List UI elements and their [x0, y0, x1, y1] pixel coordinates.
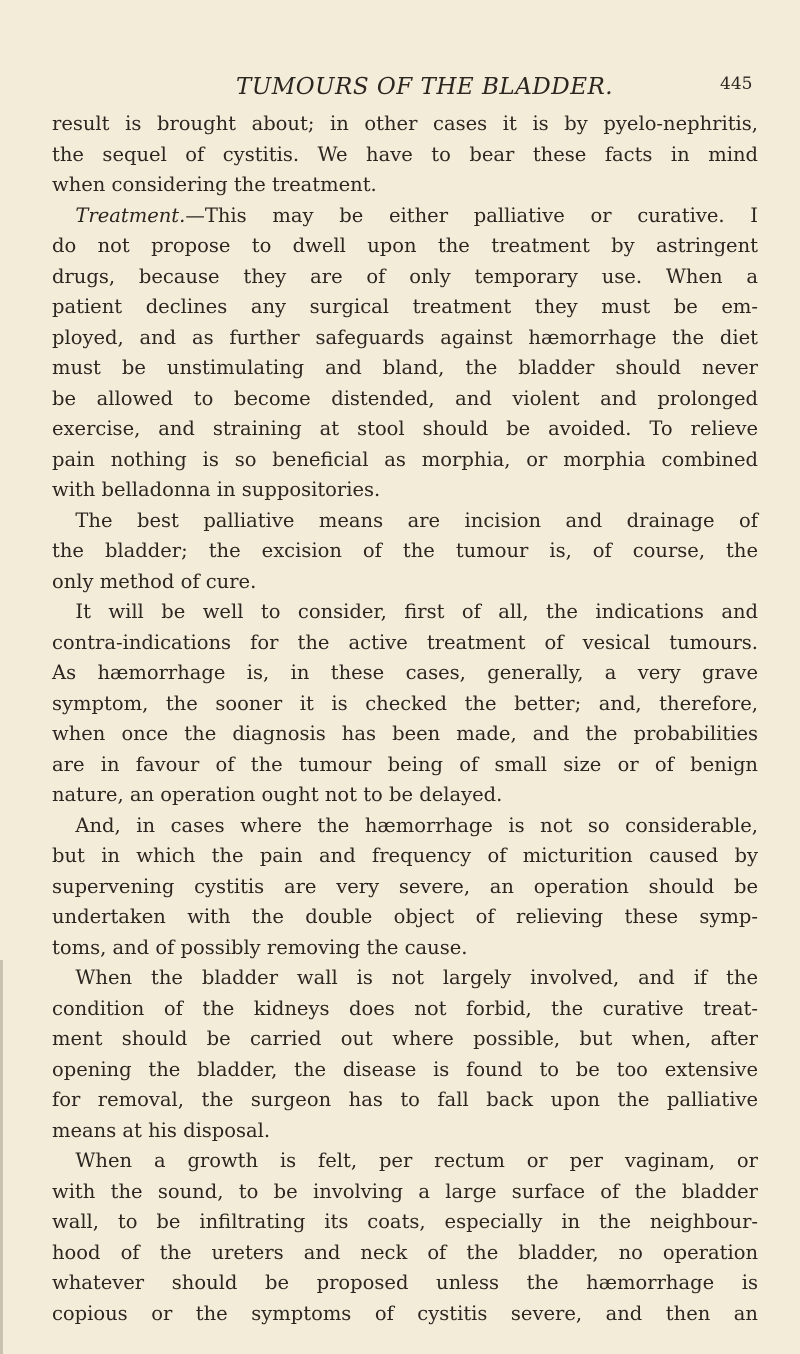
text-line — [52, 414, 758, 445]
line-text: whatever should be proposed unless the hæmorrhage is — [52, 1271, 758, 1294]
line-text: patient declines any surgical treatment they must be em- — [52, 295, 758, 318]
text-line — [52, 658, 758, 689]
line-text: It will be well to consider, first of all, the indications and — [75, 600, 758, 623]
page-edge-shadow — [0, 960, 3, 1354]
text-line — [52, 201, 758, 232]
text-line — [52, 597, 758, 628]
line-text: The best palliative means are incision and drainage of — [75, 508, 758, 532]
line-text: are in favour of the tumour being of small size or of benign — [52, 752, 758, 776]
line-text: nature, an operation ought not to be delayed. — [52, 783, 503, 806]
line-text: result is brought about; in other cases it is by pyelo-nephritis, — [52, 112, 758, 135]
page-number: 445 — [720, 74, 753, 94]
line-text: wall, to be infiltrating its coats, especially in the neighbour- — [52, 1210, 758, 1233]
line-text: undertaken with the double object of relieving these symp- — [52, 905, 758, 928]
text-line — [52, 323, 758, 354]
text-line — [52, 628, 758, 659]
line-text: When the bladder wall is not largely involved, and if the — [75, 966, 758, 989]
line-text: for removal, the surgeon has to fall back upon the palliative — [52, 1088, 758, 1111]
line-text: ment should be carried out where possible, but when, after — [52, 1027, 758, 1050]
text-line — [52, 1116, 758, 1147]
text-line — [52, 1238, 758, 1269]
line-text: When a growth is felt, per rectum or per vaginam, or — [75, 1149, 758, 1172]
line-text: be allowed to become distended, and violent and prolonged — [52, 386, 758, 410]
text-line — [52, 1146, 758, 1177]
line-text: but in which the pain and frequency of micturition caused by — [52, 844, 758, 867]
line-text: do not propose to dwell upon the treatment by astringent — [52, 234, 758, 257]
text-line — [52, 445, 758, 476]
line-text: symptom, the sooner it is checked the better; and, therefore, — [52, 691, 758, 715]
section-heading: Treatment. — [75, 203, 186, 227]
line-text: As hæmorrhage is, in these cases, generally, a very grave — [52, 661, 758, 684]
text-line — [52, 1055, 758, 1086]
text-line — [52, 750, 758, 781]
line-text: ployed, and as further safeguards against hæmorrhage the diet — [52, 325, 758, 349]
text-line — [52, 109, 758, 140]
text-line — [52, 231, 758, 262]
text-line — [52, 567, 758, 598]
text-line — [52, 536, 758, 567]
line-text: hood of the ureters and neck of the bladder, no operation — [52, 1240, 758, 1264]
text-line — [52, 1024, 758, 1055]
text-line — [52, 1207, 758, 1238]
text-line — [52, 506, 758, 537]
body-text — [52, 109, 758, 1329]
line-text: —This may be either palliative or curative. I — [185, 203, 758, 227]
line-text: when once the diagnosis has been made, and the probabilities — [52, 722, 758, 745]
text-line — [52, 994, 758, 1025]
text-line — [52, 262, 758, 293]
text-line — [52, 933, 758, 964]
text-line — [52, 780, 758, 811]
line-text: only method of cure. — [52, 569, 257, 593]
text-line — [52, 1268, 758, 1299]
text-line — [52, 689, 758, 720]
text-line — [52, 170, 758, 201]
line-text: the bladder; the excision of the tumour is, of course, the — [52, 539, 758, 562]
line-text: with the sound, to be involving a large surface of the bladder — [52, 1179, 758, 1203]
line-text: the sequel of cystitis. We have to bear these facts in mind — [52, 142, 758, 166]
text-line — [52, 1299, 758, 1330]
line-text: drugs, because they are of only temporary use. When a — [52, 264, 758, 288]
text-line — [52, 841, 758, 872]
text-line — [52, 475, 758, 506]
line-text: toms, and of possibly removing the cause. — [52, 935, 468, 959]
line-text: must be unstimulating and bland, the bladder should never — [52, 356, 758, 379]
text-line — [52, 811, 758, 842]
text-line — [52, 872, 758, 903]
text-line — [52, 902, 758, 933]
line-text: pain nothing is so beneficial as morphia, or morphia combined — [52, 447, 758, 471]
text-line — [52, 140, 758, 171]
text-line — [52, 353, 758, 384]
line-text: exercise, and straining at stool should be avoided. To relieve — [52, 417, 758, 440]
text-line — [52, 1085, 758, 1116]
line-text: contra-indications for the active treatment of vesical tumours. — [52, 630, 758, 654]
line-text: with belladonna in suppositories. — [52, 478, 381, 501]
text-line — [52, 292, 758, 323]
page-header — [0, 66, 800, 102]
text-line — [52, 963, 758, 994]
text-line — [52, 384, 758, 415]
line-text: And, in cases where the hæmorrhage is not so considerable, — [75, 813, 758, 837]
line-text: opening the bladder, the disease is found to be too extensive — [52, 1057, 758, 1081]
text-line — [52, 719, 758, 750]
text-line — [52, 1177, 758, 1208]
line-text: when considering the treatment. — [52, 173, 377, 196]
running-title: TUMOURS OF THE BLADDER. — [236, 74, 614, 100]
line-text: condition of the kidneys does not forbid, the curative treat- — [52, 996, 758, 1020]
line-text: copious or the symptoms of cystitis severe, and then an — [52, 1301, 758, 1325]
line-text: means at his disposal. — [52, 1118, 271, 1142]
line-text: supervening cystitis are very severe, an operation should be — [52, 874, 758, 898]
